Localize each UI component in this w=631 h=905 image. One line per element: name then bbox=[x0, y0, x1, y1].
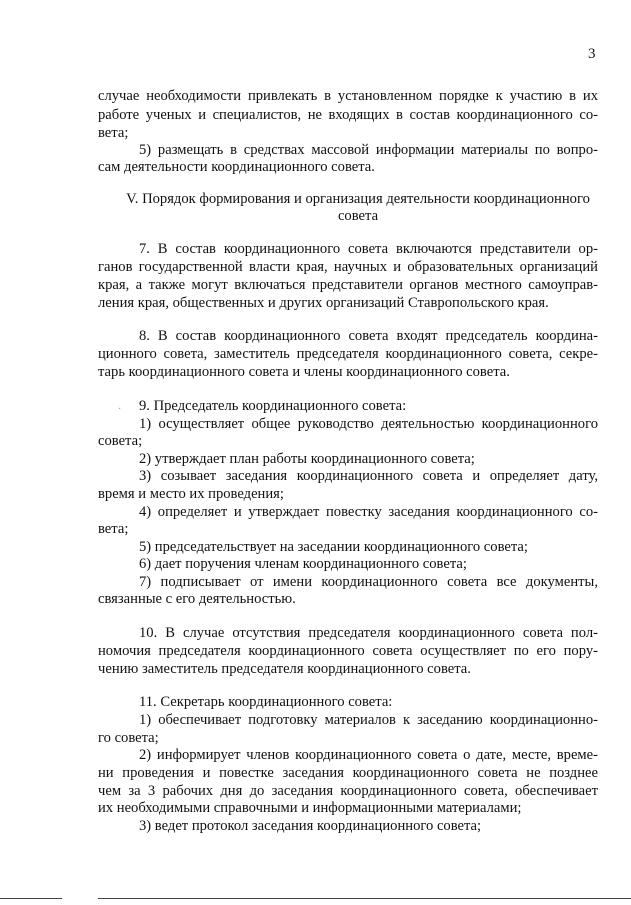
text-line: го совета; bbox=[98, 730, 159, 746]
text-line: 1) осуществляет общее руководство деятельностью координационного bbox=[139, 416, 598, 432]
text-line: 3) созывает заседания координационного совета и определяет дату, bbox=[139, 468, 598, 484]
text-line: время и место их проведения; bbox=[98, 486, 284, 502]
text-line: 2) информирует членов координационного совета о дате, месте, време- bbox=[139, 747, 598, 763]
text-line: 4) определяет и утверждает повестку заседания координационного со- bbox=[139, 504, 598, 520]
section-heading: совета bbox=[337, 208, 379, 224]
text-line: совета; bbox=[98, 433, 143, 449]
text-line: связанные с его деятельностью. bbox=[98, 591, 296, 607]
text-line: тарь координационного совета и члены координационного совета. bbox=[98, 364, 510, 380]
text-line: 2) утверждает план работы координационного совета; bbox=[139, 451, 475, 467]
text-line: ганов государственной власти края, научных и образовательных организаций bbox=[98, 259, 598, 275]
text-line: 10. В случае отсутствия председателя координационного совета пол- bbox=[139, 625, 598, 641]
page-number: 3 bbox=[588, 46, 596, 62]
text-line: 7. В состав координационного совета включаются представители ор- bbox=[139, 241, 598, 257]
text-line: чению заместитель председателя координационного совета. bbox=[98, 661, 471, 677]
footer-rule bbox=[0, 898, 62, 899]
text-line: 7) подписывает от имени координационного совета все документы, bbox=[139, 574, 598, 590]
text-line: ционного совета, заместитель председателя координационного совета, секре- bbox=[98, 346, 598, 362]
text-line: номочия председателя координационного совета осуществляет по его пору- bbox=[98, 643, 598, 659]
text-line: вета; bbox=[98, 521, 129, 537]
text-line: случае необходимости привлекать в установленном порядке к участию в их bbox=[98, 88, 598, 104]
text-line: вета; bbox=[98, 125, 129, 141]
text-line: работе ученых и специалистов, не входящих в состав координационного со- bbox=[98, 107, 598, 123]
text-line: 8. В состав координационного совета входят председатель координа- bbox=[139, 328, 598, 344]
text-line: 5) размещать в средствах массовой информации материалы по вопро- bbox=[139, 142, 598, 158]
text-line: 6) дает поручения членам координационного совета; bbox=[139, 556, 467, 572]
scan-mark: · bbox=[118, 404, 122, 415]
text-line: ления края, общественных и других организаций Ставропольского края. bbox=[98, 295, 549, 311]
text-line: сам деятельности координационного совета. bbox=[98, 159, 375, 175]
text-line: их необходимыми справочными и информационными материалами; bbox=[98, 800, 522, 816]
text-line: края, а также могут включаться представители органов местного самоуправ- bbox=[98, 277, 598, 293]
section-heading: V. Порядок формирования и организация деятельности координационного bbox=[126, 191, 590, 207]
text-line: 11. Секретарь координационного совета: bbox=[139, 694, 393, 710]
text-line: 5) председательствует на заседании координационного совета; bbox=[139, 539, 528, 555]
text-line: 9. Председатель координационного совета: bbox=[139, 398, 407, 414]
text-line: 1) обеспечивает подготовку материалов к заседанию координационно- bbox=[139, 712, 598, 728]
footer-rule bbox=[98, 898, 631, 899]
text-line: 3) ведет протокол заседания координационного совета; bbox=[139, 818, 482, 834]
text-line: ни проведения и повестке заседания координационного совета не позднее bbox=[98, 765, 598, 781]
text-line: чем за 3 рабочих дня до заседания координационного совета, обеспечивает bbox=[98, 783, 598, 799]
